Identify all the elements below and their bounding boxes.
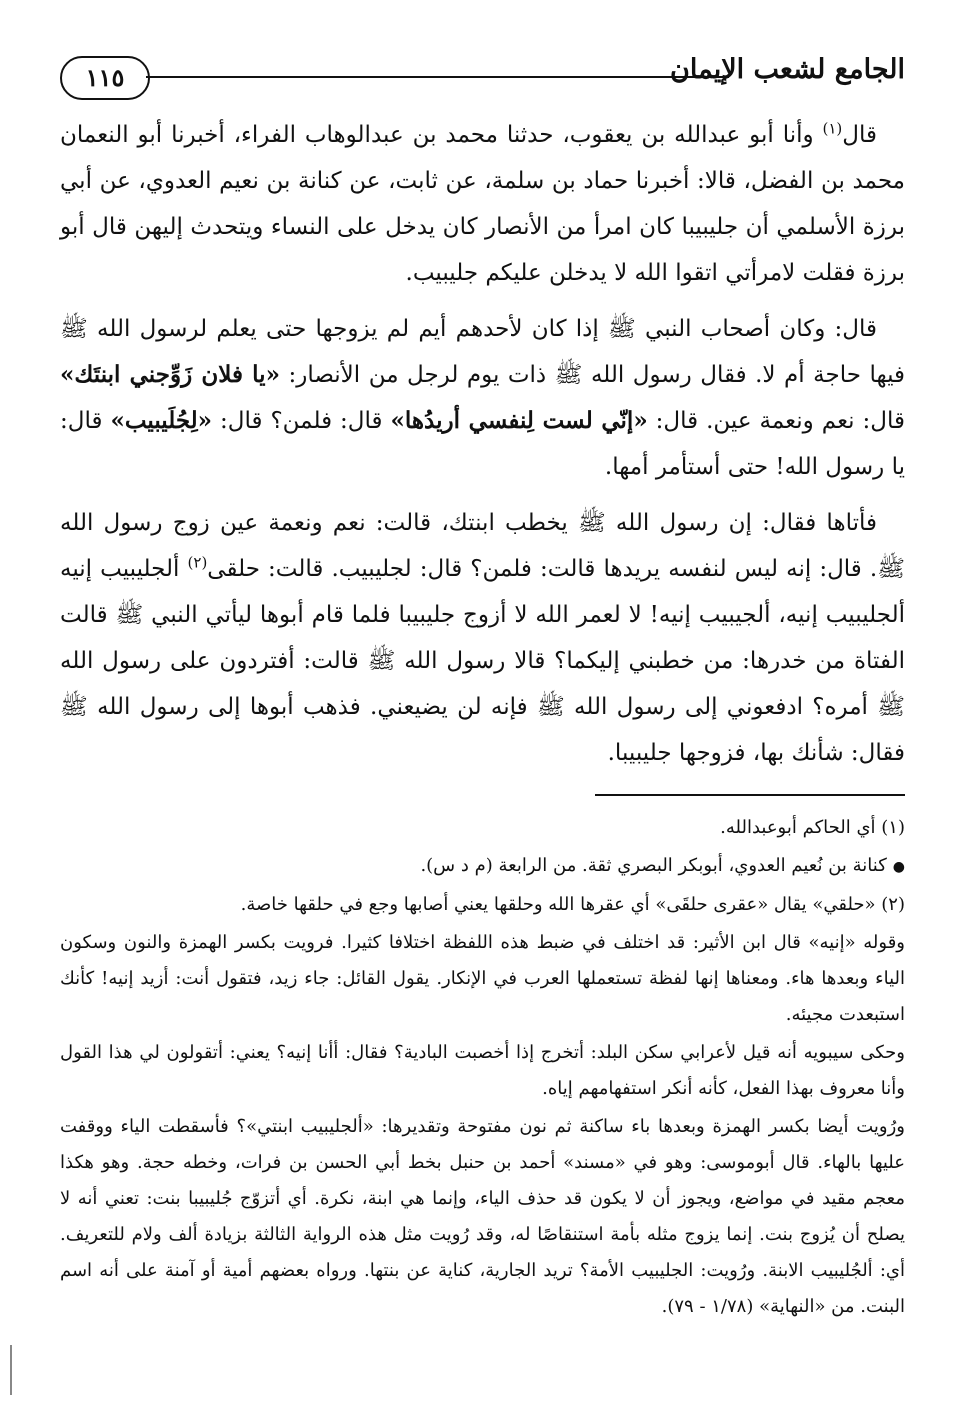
paragraph-1: [60, 112, 905, 296]
hadith-quote-2: «إنّي لست لِنفسي أريدُها»: [390, 407, 648, 434]
main-text: [60, 112, 905, 776]
page-header: [60, 48, 905, 112]
bullet-icon: ●: [892, 859, 905, 875]
footnote-2-paragraph-4: ورُويت أيضا بكسر الهمزة وبعدها باء ساكنة ثم نون مفتوحة وتقديرها: «ألجليبيب ابنتي»؟ فأسقطت الياء ووقفت عليها بالهاء. قال أبوموسى: وهو في «مسند» أحمد بن حنبل بخط أبي الحسن بن فرات، وخطه حجة. وهو هكذا معجم مقيد في مواضع، ويجوز أن لا يكون قد حذف الياء، وإنما هي ابنة، نكرة. أي أتزوّج جُليبيبا بنت: تعني أنه لا يصلح أن يُزوج بنت. إنما يزوج مثله بأمة استنقاصًا له، وقد رُويت مثل هذه الرواية الثالثة بزيادة ألف ولام للتعريف. أي: ألجُليبيب الابنة. ورُويت: الجليبيب الأمة؟ تريد الجارية، كناية عن بنتها. ورواه بعضهم أمية أو آمنة على أنه اسم البنت. من «النهاية» (١/٧٨ - ٧٩).: [60, 1116, 906, 1317]
footnote-ref-1: (١): [822, 119, 843, 138]
footnote-1: (١) أي الحاكم أبوعبدالله.: [720, 817, 905, 838]
header-rule: [146, 76, 729, 78]
paragraph-2-part-d: قال: يا رسول الله! حتى أستأمر أمها.: [60, 408, 905, 480]
footnote-ref-2: (٢): [187, 553, 208, 572]
footnotes: [60, 810, 905, 1325]
book-page: [60, 48, 905, 1388]
paragraph-2: [60, 306, 905, 490]
hadith-quote-3: «لِجُلَيبيب»: [110, 407, 213, 434]
hadith-quote-1: «يا فلان زَوِّجني ابنتَك»: [60, 361, 280, 388]
paragraph-2-part-b: قال: نعم ونعمة عين. قال:: [647, 408, 905, 434]
footnote-2: (٢) «حلقي» يقال «عقرى حلقَى» أي عقرها الله وحلقها يعني أصابها وجع في حلقها خاصة.: [240, 894, 905, 915]
footnote-1-note: [60, 848, 905, 885]
running-title: الجامع لشعب الإيمان: [670, 54, 905, 85]
paragraph-1-start: قال: [842, 122, 877, 148]
paragraph-2-part-a: قال: وكان أصحاب النبي ﷺ إذا كان لأحدهم أيم لم يزوجها حتى يعلم لرسول الله ﷺ فيها حاجة أم لا. فقال رسول الله ﷺ ذات يوم لرجل من الأنصار:: [60, 316, 906, 388]
scan-edge-mark: [10, 1345, 12, 1395]
paragraph-3-part-b: ألجليبيب إنيه ألجليبيب إنيه، ألجيبيب إنيه! لا لعمر الله لا أزوج جليبيبا فلما قام أبوها ليأتي النبي ﷺ قالت الفتاة من خدرها: من خطبني إليكما؟ قالا رسول الله ﷺ قالت: أفتردون على رسول الله ﷺ أمره؟ ادفعوني إلى رسول الله ﷺ فإنه لن يضيعني. فذهب أبوها إلى رسول الله ﷺ فقال: شأنك بها، فزوجها جليبيبا.: [60, 556, 905, 766]
page-number: ١١٥: [60, 56, 150, 100]
footnote-separator: [595, 794, 905, 796]
paragraph-3-part-a: فأتاها فقال: إن رسول الله ﷺ يخطب ابنتك، قالت: نعم ونعمة عين زوج رسول الله ﷺ. قال: إنه ليس لنفسه يريدها قالت: فلمن؟ قال: لجليبيب. قالت: حلقى: [60, 510, 905, 582]
footnote-2-paragraph-3: وحكى سيبويه أنه قيل لأعرابي سكن البلد: أتخرج إذا أخصبت البادية؟ فقال: أأنا إنيه؟ يعني: أتقولون لي هذا القول وأنا معروف بهذا الفعل، كأنه أنكر استفهامهم إياه.: [60, 1042, 905, 1099]
paragraph-2-part-c: قال: فلمن؟ قال:: [212, 408, 391, 434]
paragraph-3: [60, 500, 905, 776]
footnote-1-note-text: كنانة بن نُعيم العدوي، أبوبكر البصري ثقة. من الرابعة (م د س).: [420, 855, 887, 876]
paragraph-1-text: وأنا أبو عبدالله بن يعقوب، حدثنا محمد بن عبدالوهاب الفراء، أخبرنا أبو النعمان محمد بن الفضل، قالا: أخبرنا حماد بن سلمة، عن ثابت، عن كنانة بن نعيم العدوي، عن أبي برزة الأسلمي أن جليبيبا كان امرأ من الأنصار كان يدخل على النساء ويتحدث إليهن قال أبو برزة فقلت لامرأتي اتقوا الله لا يدخلن عليكم جليبيب.: [60, 122, 905, 286]
footnote-2-paragraph-2: وقوله «إنيه» قال ابن الأثير: قد اختلف في ضبط هذه اللفظة اختلافا كثيرا. فرويت بكسر الهمزة والنون وسكون الياء وبعدها هاء. ومعناها إنها لفظة تستعملها العرب في الإنكار. يقول القائل: جاء زيد، فتقول أنت: أزيد إنيه! كأنك استبعدت مجيئه.: [60, 932, 906, 1025]
